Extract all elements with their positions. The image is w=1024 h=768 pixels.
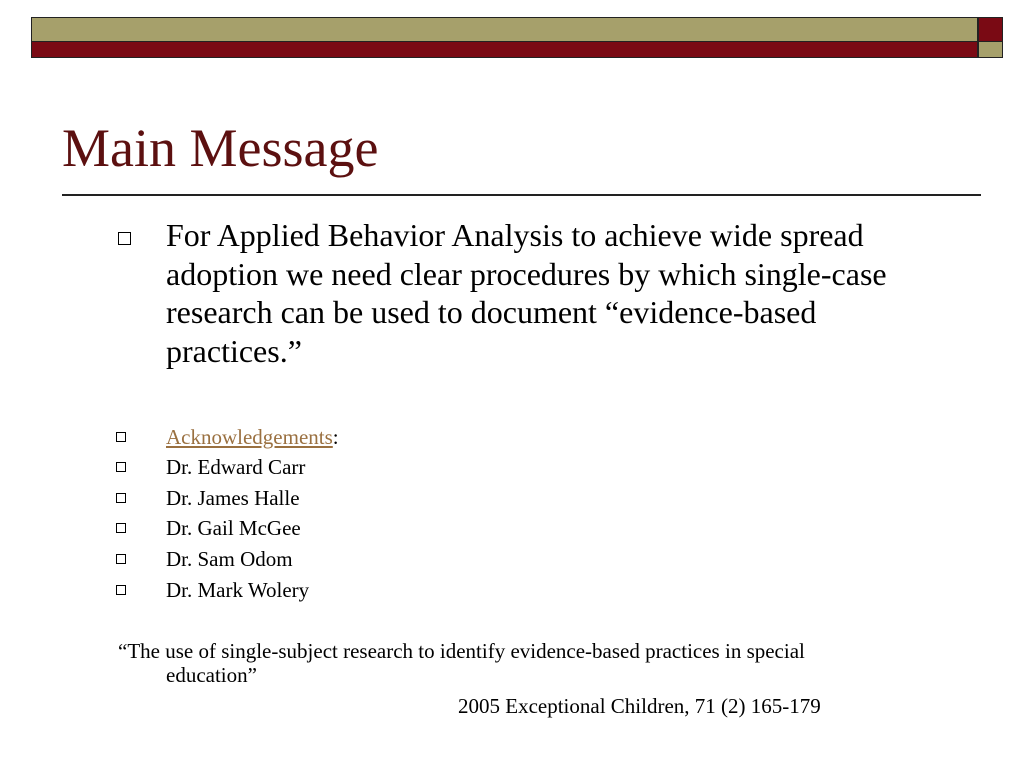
hollow-square-bullet-icon bbox=[116, 493, 126, 503]
list-item bbox=[116, 455, 916, 479]
person-name: Dr. Gail McGee bbox=[166, 516, 301, 540]
person-name: Dr. Sam Odom bbox=[166, 547, 293, 571]
hollow-square-bullet-icon bbox=[116, 554, 126, 564]
person-name: Dr. James Halle bbox=[166, 486, 300, 510]
header-olive-square bbox=[978, 42, 1003, 58]
title-divider bbox=[62, 194, 981, 196]
hollow-square-bullet-icon bbox=[116, 462, 126, 472]
header-olive-bar bbox=[31, 17, 978, 42]
person-name: Dr. Edward Carr bbox=[166, 455, 306, 479]
acknowledgements-link[interactable]: Acknowledgements bbox=[166, 425, 333, 449]
list-item bbox=[116, 486, 916, 510]
main-bullet-text: For Applied Behavior Analysis to achieve wide spread adoption we need clear procedures by which single-case research can be used to document “evidence-based practices.” bbox=[166, 217, 887, 369]
person-name: Dr. Mark Wolery bbox=[166, 578, 310, 602]
hollow-square-bullet-icon bbox=[116, 432, 126, 442]
list-item bbox=[116, 547, 916, 571]
slide-title: Main Message bbox=[62, 118, 379, 178]
citation: 2005 Exceptional Children, 71 (2) 165-179 bbox=[458, 694, 821, 718]
reference-quote bbox=[118, 638, 978, 688]
header-maroon-square bbox=[978, 17, 1003, 42]
quote-line-1: “The use of single-subject research to identify evidence-based practices in special bbox=[118, 639, 805, 663]
header-maroon-bar bbox=[31, 42, 978, 58]
hollow-square-bullet-icon bbox=[116, 523, 126, 533]
acknowledgements-colon: : bbox=[332, 425, 339, 449]
list-item-acknowledgements bbox=[116, 425, 916, 449]
list-item bbox=[116, 516, 916, 540]
hollow-square-bullet-icon bbox=[116, 585, 126, 595]
hollow-square-bullet-icon bbox=[118, 232, 131, 245]
list-item bbox=[116, 578, 916, 602]
quote-line-2: education” bbox=[166, 663, 257, 687]
acknowledgements-line bbox=[166, 425, 339, 449]
